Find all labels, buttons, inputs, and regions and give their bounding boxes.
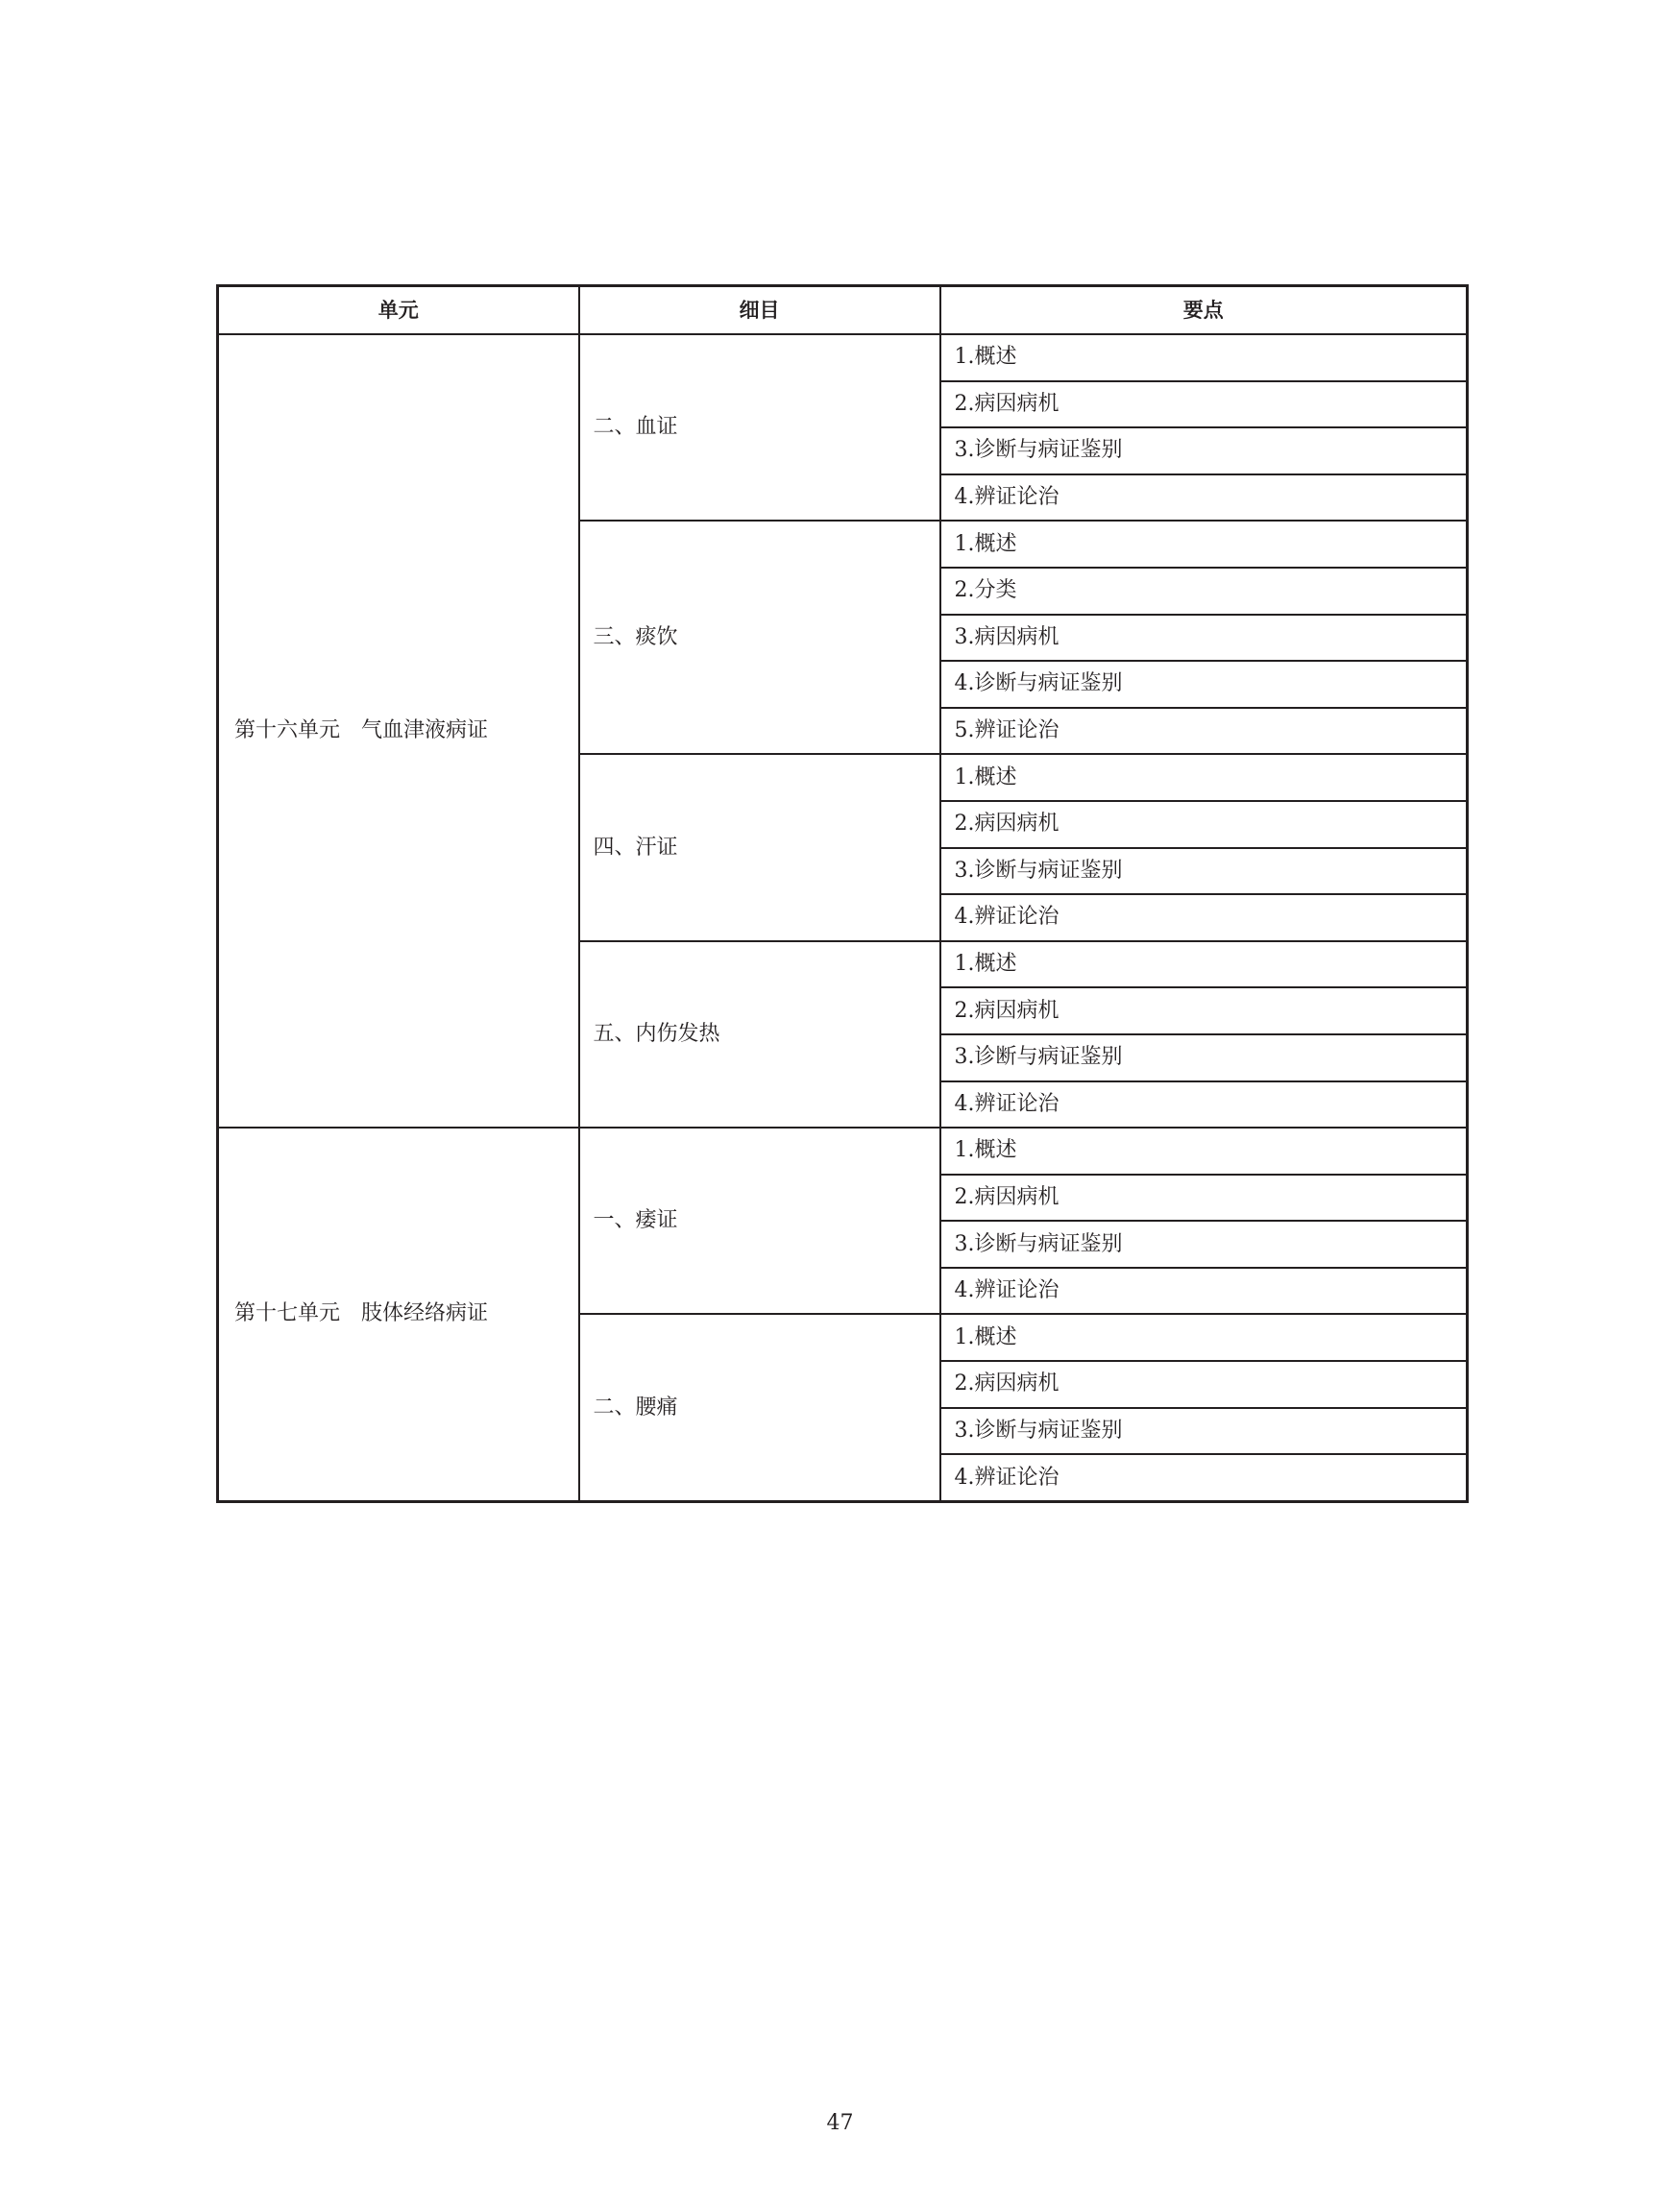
point-cell: 1.概述 [940,941,1468,988]
point-cell: 5.辨证论治 [940,708,1468,755]
point-cell: 4.诊断与病证鉴别 [940,661,1468,708]
syllabus-table [216,284,1469,1503]
item-cell: 三、痰饮 [579,521,940,754]
point-cell: 3.诊断与病证鉴别 [940,848,1468,895]
table-row [218,334,1468,381]
item-cell: 四、汗证 [579,754,940,940]
point-cell: 2.病因病机 [940,987,1468,1034]
point-cell: 3.诊断与病证鉴别 [940,1034,1468,1081]
table-row [218,1128,1468,1175]
point-cell: 1.概述 [940,754,1468,801]
header-item: 细目 [579,286,940,335]
point-cell: 2.分类 [940,568,1468,615]
point-cell: 3.诊断与病证鉴别 [940,427,1468,474]
point-cell: 3.诊断与病证鉴别 [940,1221,1468,1268]
point-cell: 1.概述 [940,1128,1468,1175]
point-cell: 2.病因病机 [940,1361,1468,1408]
table-header-row [218,286,1468,335]
header-unit: 单元 [218,286,579,335]
point-cell: 1.概述 [940,334,1468,381]
item-cell: 五、内伤发热 [579,941,940,1128]
point-cell: 4.辨证论治 [940,1454,1468,1501]
point-cell: 1.概述 [940,1314,1468,1361]
point-cell: 2.病因病机 [940,801,1468,848]
point-cell: 3.诊断与病证鉴别 [940,1408,1468,1455]
item-cell: 二、血证 [579,334,940,521]
item-cell: 二、腰痛 [579,1314,940,1501]
point-cell: 1.概述 [940,521,1468,568]
item-cell: 一、痿证 [579,1128,940,1314]
point-cell: 4.辨证论治 [940,474,1468,522]
page-number: 47 [826,2111,854,2135]
unit-cell: 第十七单元 肢体经络病证 [218,1128,579,1501]
point-cell: 2.病因病机 [940,1175,1468,1222]
point-cell: 3.病因病机 [940,615,1468,662]
point-cell: 4.辨证论治 [940,1268,1468,1315]
point-cell: 4.辨证论治 [940,894,1468,941]
point-cell: 2.病因病机 [940,381,1468,428]
header-points: 要点 [940,286,1468,335]
point-cell: 4.辨证论治 [940,1081,1468,1129]
unit-cell: 第十六单元 气血津液病证 [218,334,579,1128]
